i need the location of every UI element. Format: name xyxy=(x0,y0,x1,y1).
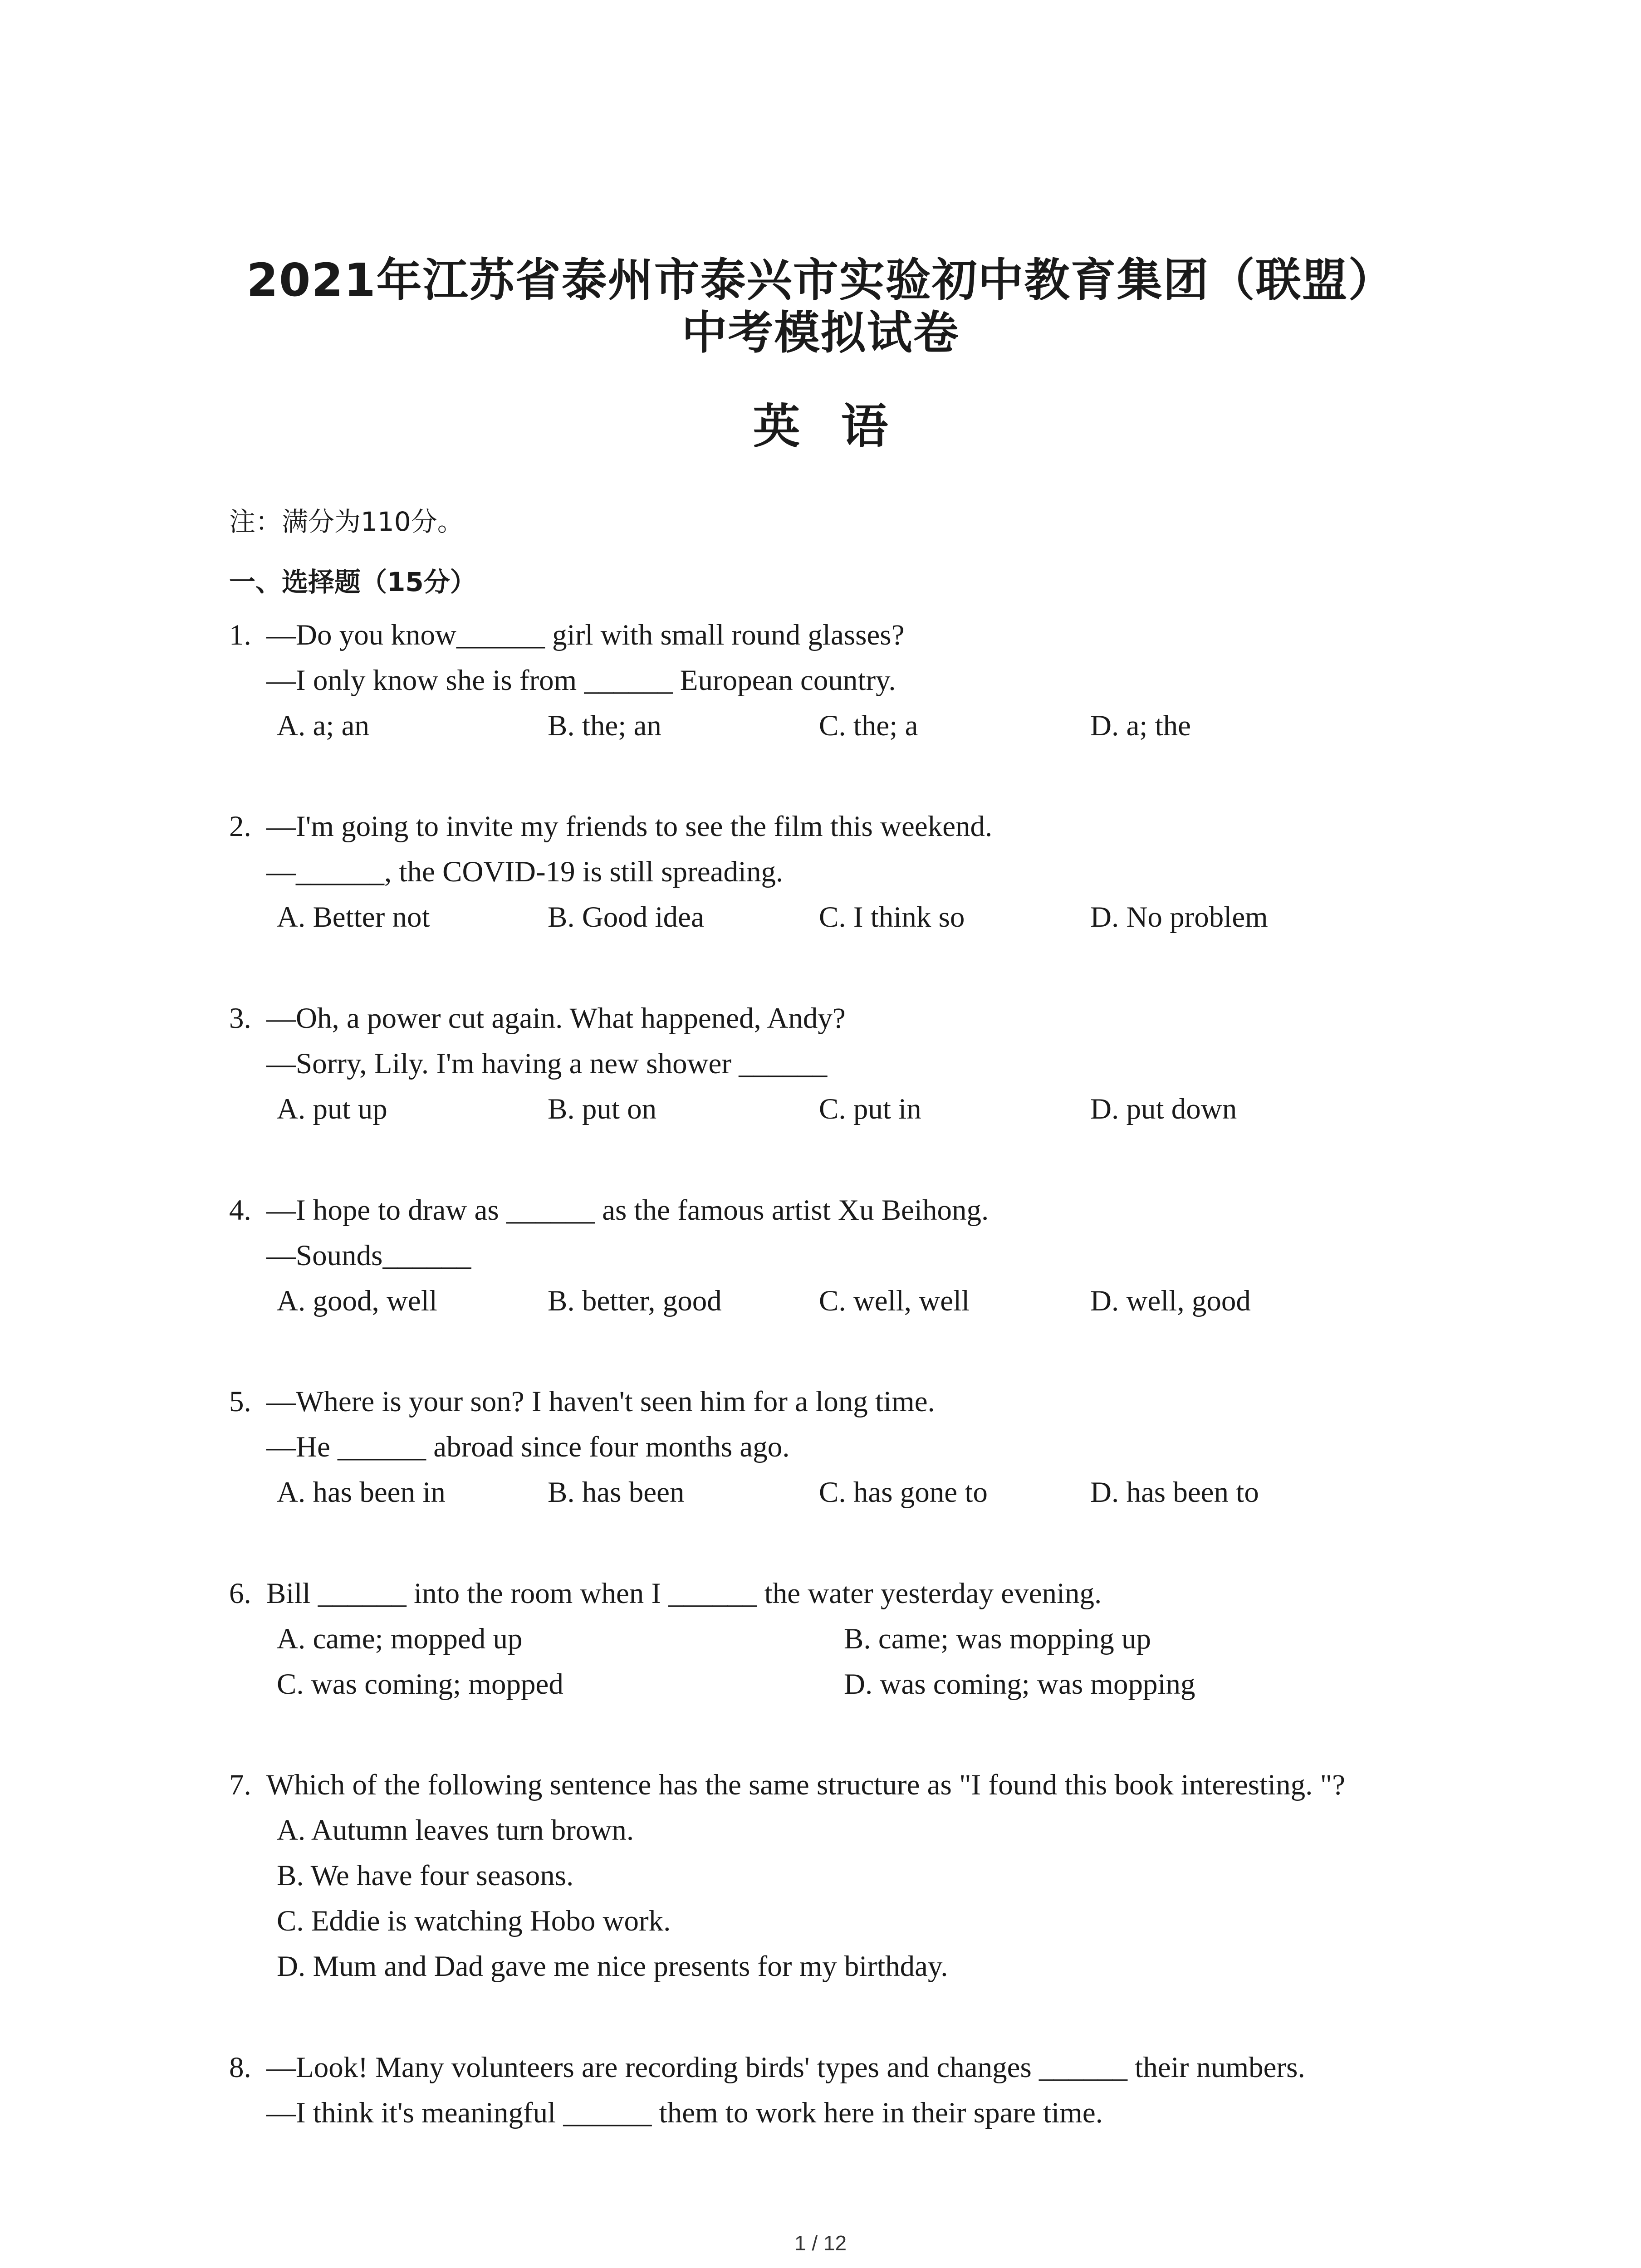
option-d: D. was coming; was mopping xyxy=(844,1668,1195,1701)
option-b: B. Good idea xyxy=(548,901,704,934)
question-line: —He ______ abroad since four months ago. xyxy=(266,1431,790,1463)
question-line: Which of the following sentence has the same structure as "I found this book interesting. "? xyxy=(266,1769,1345,1801)
option-b: B. has been xyxy=(548,1476,685,1509)
question-line: —Oh, a power cut again. What happened, Andy? xyxy=(266,1002,846,1035)
question-line: —I think it's meaningful ______ them to work here in their spare time. xyxy=(266,2097,1103,2129)
question-line: —Do you know______ girl with small round glasses? xyxy=(266,619,905,651)
exam-title-line1: 2021年江苏省泰州市泰兴市实验初中教育集团（联盟） xyxy=(246,254,1395,307)
question-number: 4. xyxy=(229,1194,251,1227)
question-line: —Sounds______ xyxy=(266,1239,471,1272)
option-b: B. better, good xyxy=(548,1285,722,1317)
option-a: A. Better not xyxy=(277,901,430,934)
question-number: 8. xyxy=(229,2051,251,2084)
question-line: —I hope to draw as ______ as the famous artist Xu Beihong. xyxy=(266,1194,989,1227)
section-heading: 一、选择题（15分） xyxy=(229,567,476,597)
option-a: A. came; mopped up xyxy=(277,1623,523,1655)
option-c: C. I think so xyxy=(819,901,965,934)
option-a: A. a; an xyxy=(277,709,369,742)
option-c: C. put in xyxy=(819,1093,921,1125)
page-number: 1 / 12 xyxy=(794,2231,847,2255)
question-line: —Look! Many volunteers are recording birds' types and changes ______ their numbers. xyxy=(266,2051,1305,2084)
option-c: C. Eddie is watching Hobo work. xyxy=(277,1905,671,1937)
option-c: C. was coming; mopped xyxy=(277,1668,563,1701)
question-number: 3. xyxy=(229,1002,251,1035)
option-b: B. the; an xyxy=(548,709,661,742)
subject-heading: 英语 xyxy=(753,399,929,454)
option-d: D. has been to xyxy=(1090,1476,1259,1509)
question-number: 5. xyxy=(229,1385,251,1418)
exam-title-line2: 中考模拟试卷 xyxy=(681,306,960,359)
score-note: 注：满分为110分。 xyxy=(229,506,464,537)
question-line: —I'm going to invite my friends to see the film this weekend. xyxy=(266,810,993,843)
option-a: A. has been in xyxy=(277,1476,446,1509)
option-d: D. Mum and Dad gave me nice presents for my birthday. xyxy=(277,1950,948,1983)
question-number: 2. xyxy=(229,810,251,843)
question-number: 1. xyxy=(229,619,251,651)
question-line: —______, the COVID-19 is still spreading. xyxy=(266,855,784,888)
option-d: D. a; the xyxy=(1090,709,1191,742)
option-b: B. came; was mopping up xyxy=(844,1623,1151,1655)
option-c: C. well, well xyxy=(819,1285,970,1317)
option-d: D. well, good xyxy=(1090,1285,1251,1317)
question-line: Bill ______ into the room when I ______ the water yesterday evening. xyxy=(266,1577,1102,1610)
option-a: A. good, well xyxy=(277,1285,437,1317)
option-c: C. has gone to xyxy=(819,1476,988,1509)
question-line: —Sorry, Lily. I'm having a new shower ______ xyxy=(266,1047,828,1080)
question-number: 7. xyxy=(229,1769,251,1801)
question-line: —Where is your son? I haven't seen him for a long time. xyxy=(266,1385,935,1418)
option-b: B. put on xyxy=(548,1093,657,1125)
option-d: D. put down xyxy=(1090,1093,1237,1125)
option-d: D. No problem xyxy=(1090,901,1268,934)
question-number: 6. xyxy=(229,1577,251,1610)
question-line: —I only know she is from ______ European country. xyxy=(266,664,896,697)
option-c: C. the; a xyxy=(819,709,918,742)
option-b: B. We have four seasons. xyxy=(277,1859,574,1892)
option-a: A. put up xyxy=(277,1093,387,1125)
option-a: A. Autumn leaves turn brown. xyxy=(277,1814,634,1847)
